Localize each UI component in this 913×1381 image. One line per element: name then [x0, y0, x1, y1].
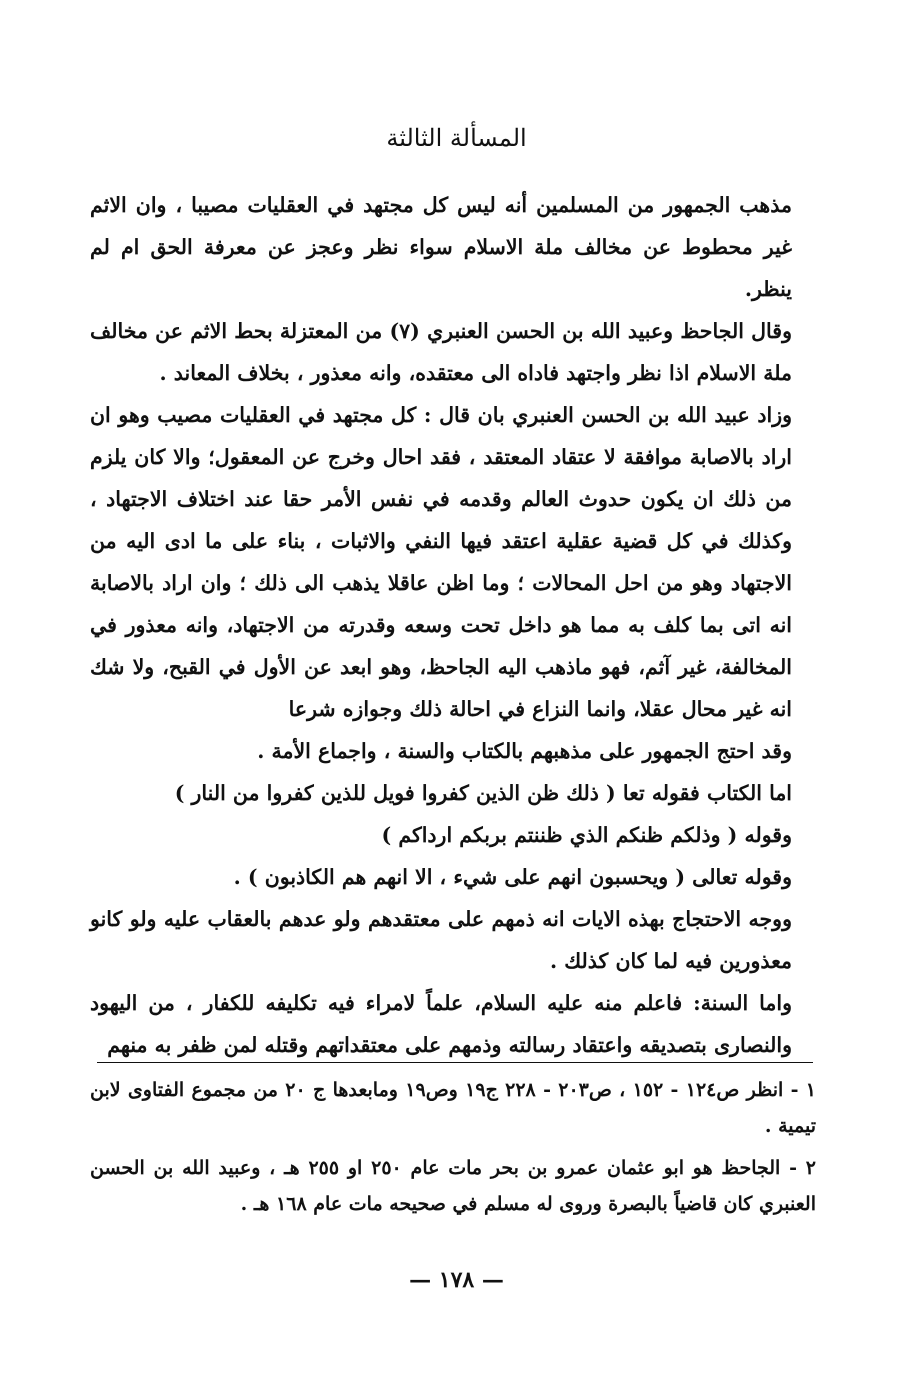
page-number: — ١٧٨ —	[409, 1267, 504, 1293]
paragraph-7: وقوله تعالى ( ويحسبون انهم على شيء ، الا انهم هم الكاذبون ) .	[233, 865, 792, 889]
paragraph-4: وقد احتج الجمهور على مذهبهم بالكتاب والسنة ، واجماع الأمة .	[257, 739, 792, 763]
footnotes	[90, 1072, 816, 1228]
paragraph-5: اما الكتاب فقوله تعا ( ذلك ظن الذين كفروا فويل للذين كفروا من النار )	[174, 781, 792, 805]
paragraph-3: وزاد عبيد الله بن الحسن العنبري بان قال : كل مجتهد في العقليات مصيب وهو ان اراد بالاصابة موافقة لا عتقاد المعتقد ، فقد احال وخرج عن المعقول؛ والا كان يلزم من ذلك ان يكون حدوث العالم وقدمه في نفس الأمر حقا عند اختلاف الاجتهاد ، وكذلك في كل قضية عقلية اعتقد فيها النفي والاثبات ، بناء على ما ادى اليه من الاجتهاد وهو من احل المحالات ؛ وما اظن عاقلا يذهب الى ذلك ؛ وان اراد بالاصابة انه اتى بما كلف به مما هو داخل تحت وسعه وقدرته من الاجتهاد، وانه معذور في المخالفة، غير آثم، فهو ماذهب اليه الجاحظ، وهو ابعد عن الأول في القبح، ولا شك انه غير محال عقلا، وانما النزاع في احالة ذلك وجوازه شرعا	[90, 403, 792, 721]
footnote-separator	[97, 1062, 813, 1063]
paragraph-2: وقال الجاحظ وعبيد الله بن الحسن العنبري (٧) من المعتزلة بحط الاثم عن مخالف ملة الاسلام اذا نظر واجتهد فاداه الى معتقده، وانه معذور ، بخلاف المعاند .	[90, 319, 792, 385]
paragraph-1: مذهب الجمهور من المسلمين أنه ليس كل مجتهد في العقليات مصيبا ، وان الاثم غير محطوط عن مخالف ملة الاسلام سواء نظر وعجز عن معرفة الحق ام لم ينظر.	[90, 193, 792, 301]
footnote-2: ٢ - الجاحظ هو ابو عثمان عمرو بن بحر مات عام ٢٥٠ او ٢٥٥ هـ ، وعبيد الله بن الحسن العنبري كان قاضياً بالبصرة وروى له مسلم في صحيحه مات عام ١٦٨ هـ .	[90, 1157, 817, 1215]
footnote-1: ١ - انظر ص١٢٤ - ١٥٢ ، ص٢٠٣ - ٢٢٨ ج١٩ وص١٩ ومابعدها ج ٢٠ من مجموع الفتاوى لابن تيمية .	[90, 1079, 816, 1137]
paragraph-9: واما السنة: فاعلم منه عليه السلام، علماً لامراء فيه تكليفه للكفار ، من اليهود والنصارى بتصديقه واعتقاد رسالته وذمهم على معتقداتهم وقتله لمن ظفر به منهم	[90, 991, 792, 1057]
paragraph-6: وقوله ( وذلكم ظنكم الذي ظننتم بربكم ارداكم )	[381, 823, 792, 847]
chapter-heading: المسألة الثالثة	[386, 124, 527, 152]
paragraph-8: ووجه الاحتجاج بهذه الايات انه ذمهم على معتقدهم ولو عدهم بالعقاب عليه ولو كانو معذورين فيه لما كان كذلك .	[90, 907, 792, 973]
main-text	[90, 184, 816, 1066]
